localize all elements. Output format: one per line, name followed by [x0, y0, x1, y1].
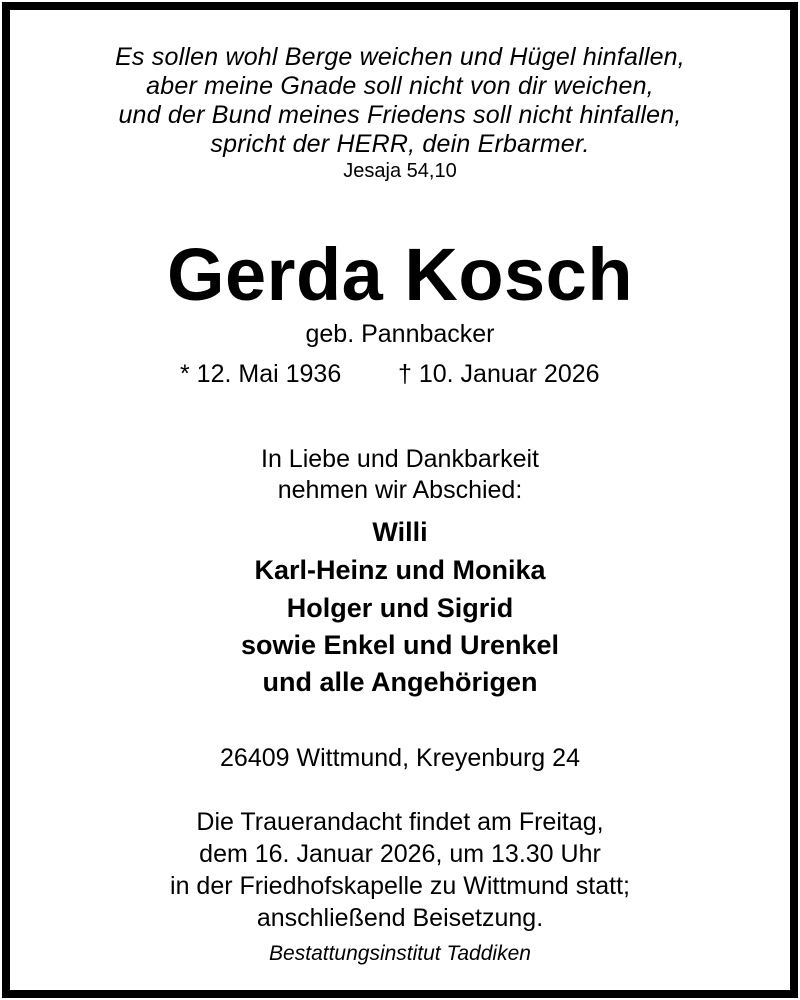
mourner-name: Willi [372, 517, 428, 547]
verse-reference: Jesaja 54,10 [343, 160, 457, 182]
service-line: Die Trauerandacht findet am Freitag, [196, 808, 604, 836]
farewell-line: nehmen wir Abschied: [277, 476, 523, 504]
birth-date: * 12. Mai 1936 [180, 360, 342, 388]
service-line: dem 16. Januar 2026, um 13.30 Uhr [199, 840, 601, 868]
service-line: anschließend Beisetzung. [256, 904, 544, 932]
address: 26409 Wittmund, Kreyenburg 24 [220, 744, 580, 772]
death-date: † 10. Januar 2026 [398, 360, 600, 388]
birth-name: geb. Pannbacker [305, 320, 495, 348]
mourner-name: sowie Enkel und Urenkel [240, 630, 560, 660]
service-line: in der Friedhofskapelle zu Wittmund statt; [170, 872, 630, 900]
deceased-name: Gerda Kosch [166, 233, 634, 316]
verse-line: aber meine Gnade soll nicht von dir weichen, [146, 72, 654, 100]
mourner-name: Holger und Sigrid [286, 593, 514, 623]
obituary-notice [10, 10, 790, 990]
mourner-name: und alle Angehörigen [262, 667, 538, 697]
verse-line: spricht der HERR, dein Erbarmer. [210, 130, 590, 158]
verse-line: Es sollen wohl Berge weichen und Hügel hinfallen, [115, 43, 685, 71]
funeral-home: Bestattungsinstitut Taddiken [269, 942, 531, 965]
farewell-line: In Liebe und Dankbarkeit [261, 445, 539, 473]
verse-line: und der Bund meines Friedens soll nicht hinfallen, [118, 101, 682, 129]
mourner-name: Karl-Heinz und Monika [254, 555, 546, 585]
